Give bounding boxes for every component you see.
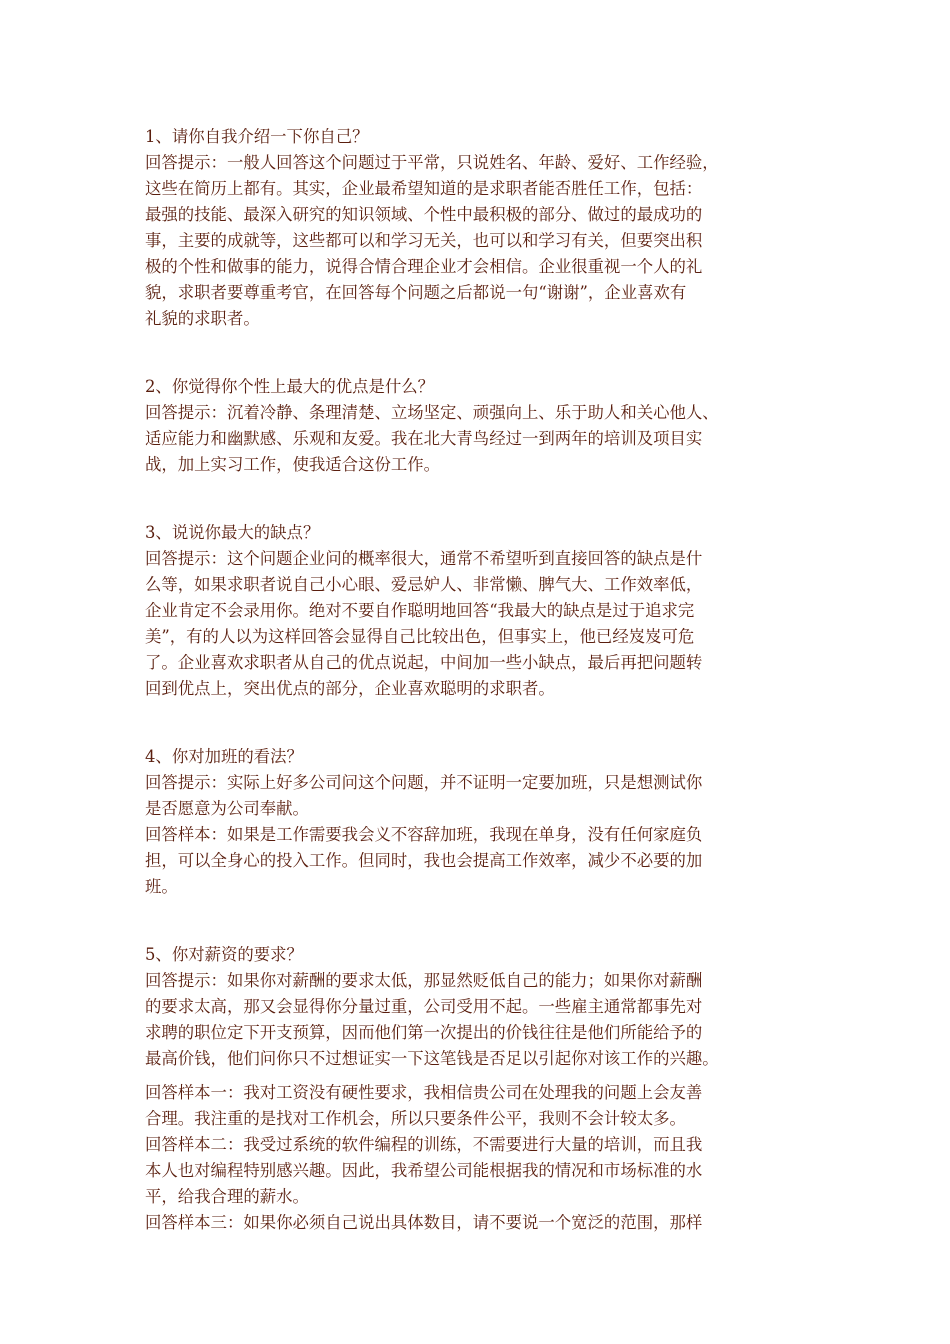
question-1 bbox=[145, 124, 810, 332]
answer-line: 的要求太高，那又会显得你分量过重，公司受用不起。一些雇主通常都事先对 bbox=[145, 997, 703, 1016]
sample-line: 本人也对编程特别感兴趣。因此，我希望公司能根据我的情况和市场标准的水 bbox=[145, 1161, 703, 1180]
answer-line: 回到优点上，突出优点的部分，企业喜欢聪明的求职者。 bbox=[145, 679, 555, 698]
answer-line: 回答提示：这个问题企业问的概率很大，通常不希望听到直接回答的缺点是什 bbox=[145, 549, 703, 568]
question-5 bbox=[145, 942, 810, 1236]
answer-line: 班。 bbox=[145, 877, 178, 896]
sample-line: 回答样本二：我受过系统的软件编程的训练，不需要进行大量的培训，而且我 bbox=[145, 1135, 703, 1154]
answer-line: 回答提示：一般人回答这个问题过于平常，只说姓名、年龄、爱好、工作经验， bbox=[145, 153, 719, 172]
answer-line: 最高价钱，他们问你只不过想证实一下这笔钱是否足以引起你对该工作的兴趣。 bbox=[145, 1049, 719, 1068]
question-3-title: 3、说说你最大的缺点？ bbox=[145, 523, 320, 542]
answer-line: 极的个性和做事的能力，说得合情合理企业才会相信。企业很重视一个人的礼 bbox=[145, 257, 703, 276]
answer-line: 适应能力和幽默感、乐观和友爱。我在北大青鸟经过一到两年的培训及项目实 bbox=[145, 429, 703, 448]
answer-line: 貌，求职者要尊重考官，在回答每个问题之后都说一句“谢谢”，企业喜欢有 bbox=[145, 283, 687, 302]
answer-line: 美”，有的人以为这样回答会显得自己比较出色，但事实上，他已经岌岌可危 bbox=[145, 627, 695, 646]
question-5-title: 5、你对薪资的要求？ bbox=[145, 945, 303, 964]
answer-line: 礼貌的求职者。 bbox=[145, 309, 260, 328]
question-3 bbox=[145, 520, 810, 702]
answer-line: 么等，如果求职者说自己小心眼、爱忌妒人、非常懒、脾气大、工作效率低， bbox=[145, 575, 703, 594]
sample-line: 合理。我注重的是找对工作机会，所以只要条件公平，我则不会计较太多。 bbox=[145, 1109, 686, 1128]
question-2-title: 2、你觉得你个性上最大的优点是什么？ bbox=[145, 377, 435, 396]
answer-line: 回答提示：如果你对薪酬的要求太低，那显然贬低自己的能力；如果你对薪酬 bbox=[145, 971, 703, 990]
answer-line: 担，可以全身心的投入工作。但同时，我也会提高工作效率，减少不必要的加 bbox=[145, 851, 703, 870]
question-4 bbox=[145, 744, 810, 900]
answer-line: 最强的技能、最深入研究的知识领域、个性中最积极的部分、做过的最成功的 bbox=[145, 205, 703, 224]
answer-line: 事，主要的成就等，这些都可以和学习无关，也可以和学习有关，但要突出积 bbox=[145, 231, 703, 250]
document-page bbox=[145, 124, 810, 1236]
answer-line: 回答提示：沉着冷静、条理清楚、立场坚定、顽强向上、乐于助人和关心他人、 bbox=[145, 403, 719, 422]
answer-line: 战，加上实习工作，使我适合这份工作。 bbox=[145, 455, 441, 474]
sample-line: 回答样本三：如果你必须自己说出具体数目，请不要说一个宽泛的范围，那样 bbox=[145, 1213, 703, 1232]
question-4-title: 4、你对加班的看法？ bbox=[145, 747, 303, 766]
answer-line: 回答样本：如果是工作需要我会义不容辞加班，我现在单身，没有任何家庭负 bbox=[145, 825, 703, 844]
answer-line: 回答提示：实际上好多公司问这个问题，并不证明一定要加班，只是想测试你 bbox=[145, 773, 703, 792]
answer-line: 求聘的职位定下开支预算，因而他们第一次提出的价钱往往是他们所能给予的 bbox=[145, 1023, 703, 1042]
answer-line: 这些在简历上都有。其实，企业最希望知道的是求职者能否胜任工作，包括： bbox=[145, 179, 703, 198]
answer-line: 是否愿意为公司奉献。 bbox=[145, 799, 309, 818]
question-2 bbox=[145, 374, 810, 478]
answer-line: 企业肯定不会录用你。绝对不要自作聪明地回答“我最大的缺点是过于追求完 bbox=[145, 601, 695, 620]
answer-line: 了。企业喜欢求职者从自己的优点说起，中间加一些小缺点，最后再把问题转 bbox=[145, 653, 703, 672]
question-1-title: 1、请你自我介绍一下你自己？ bbox=[145, 127, 369, 146]
sample-line: 回答样本一：我对工资没有硬性要求，我相信贵公司在处理我的问题上会友善 bbox=[145, 1083, 703, 1102]
sample-line: 平，给我合理的薪水。 bbox=[145, 1187, 309, 1206]
